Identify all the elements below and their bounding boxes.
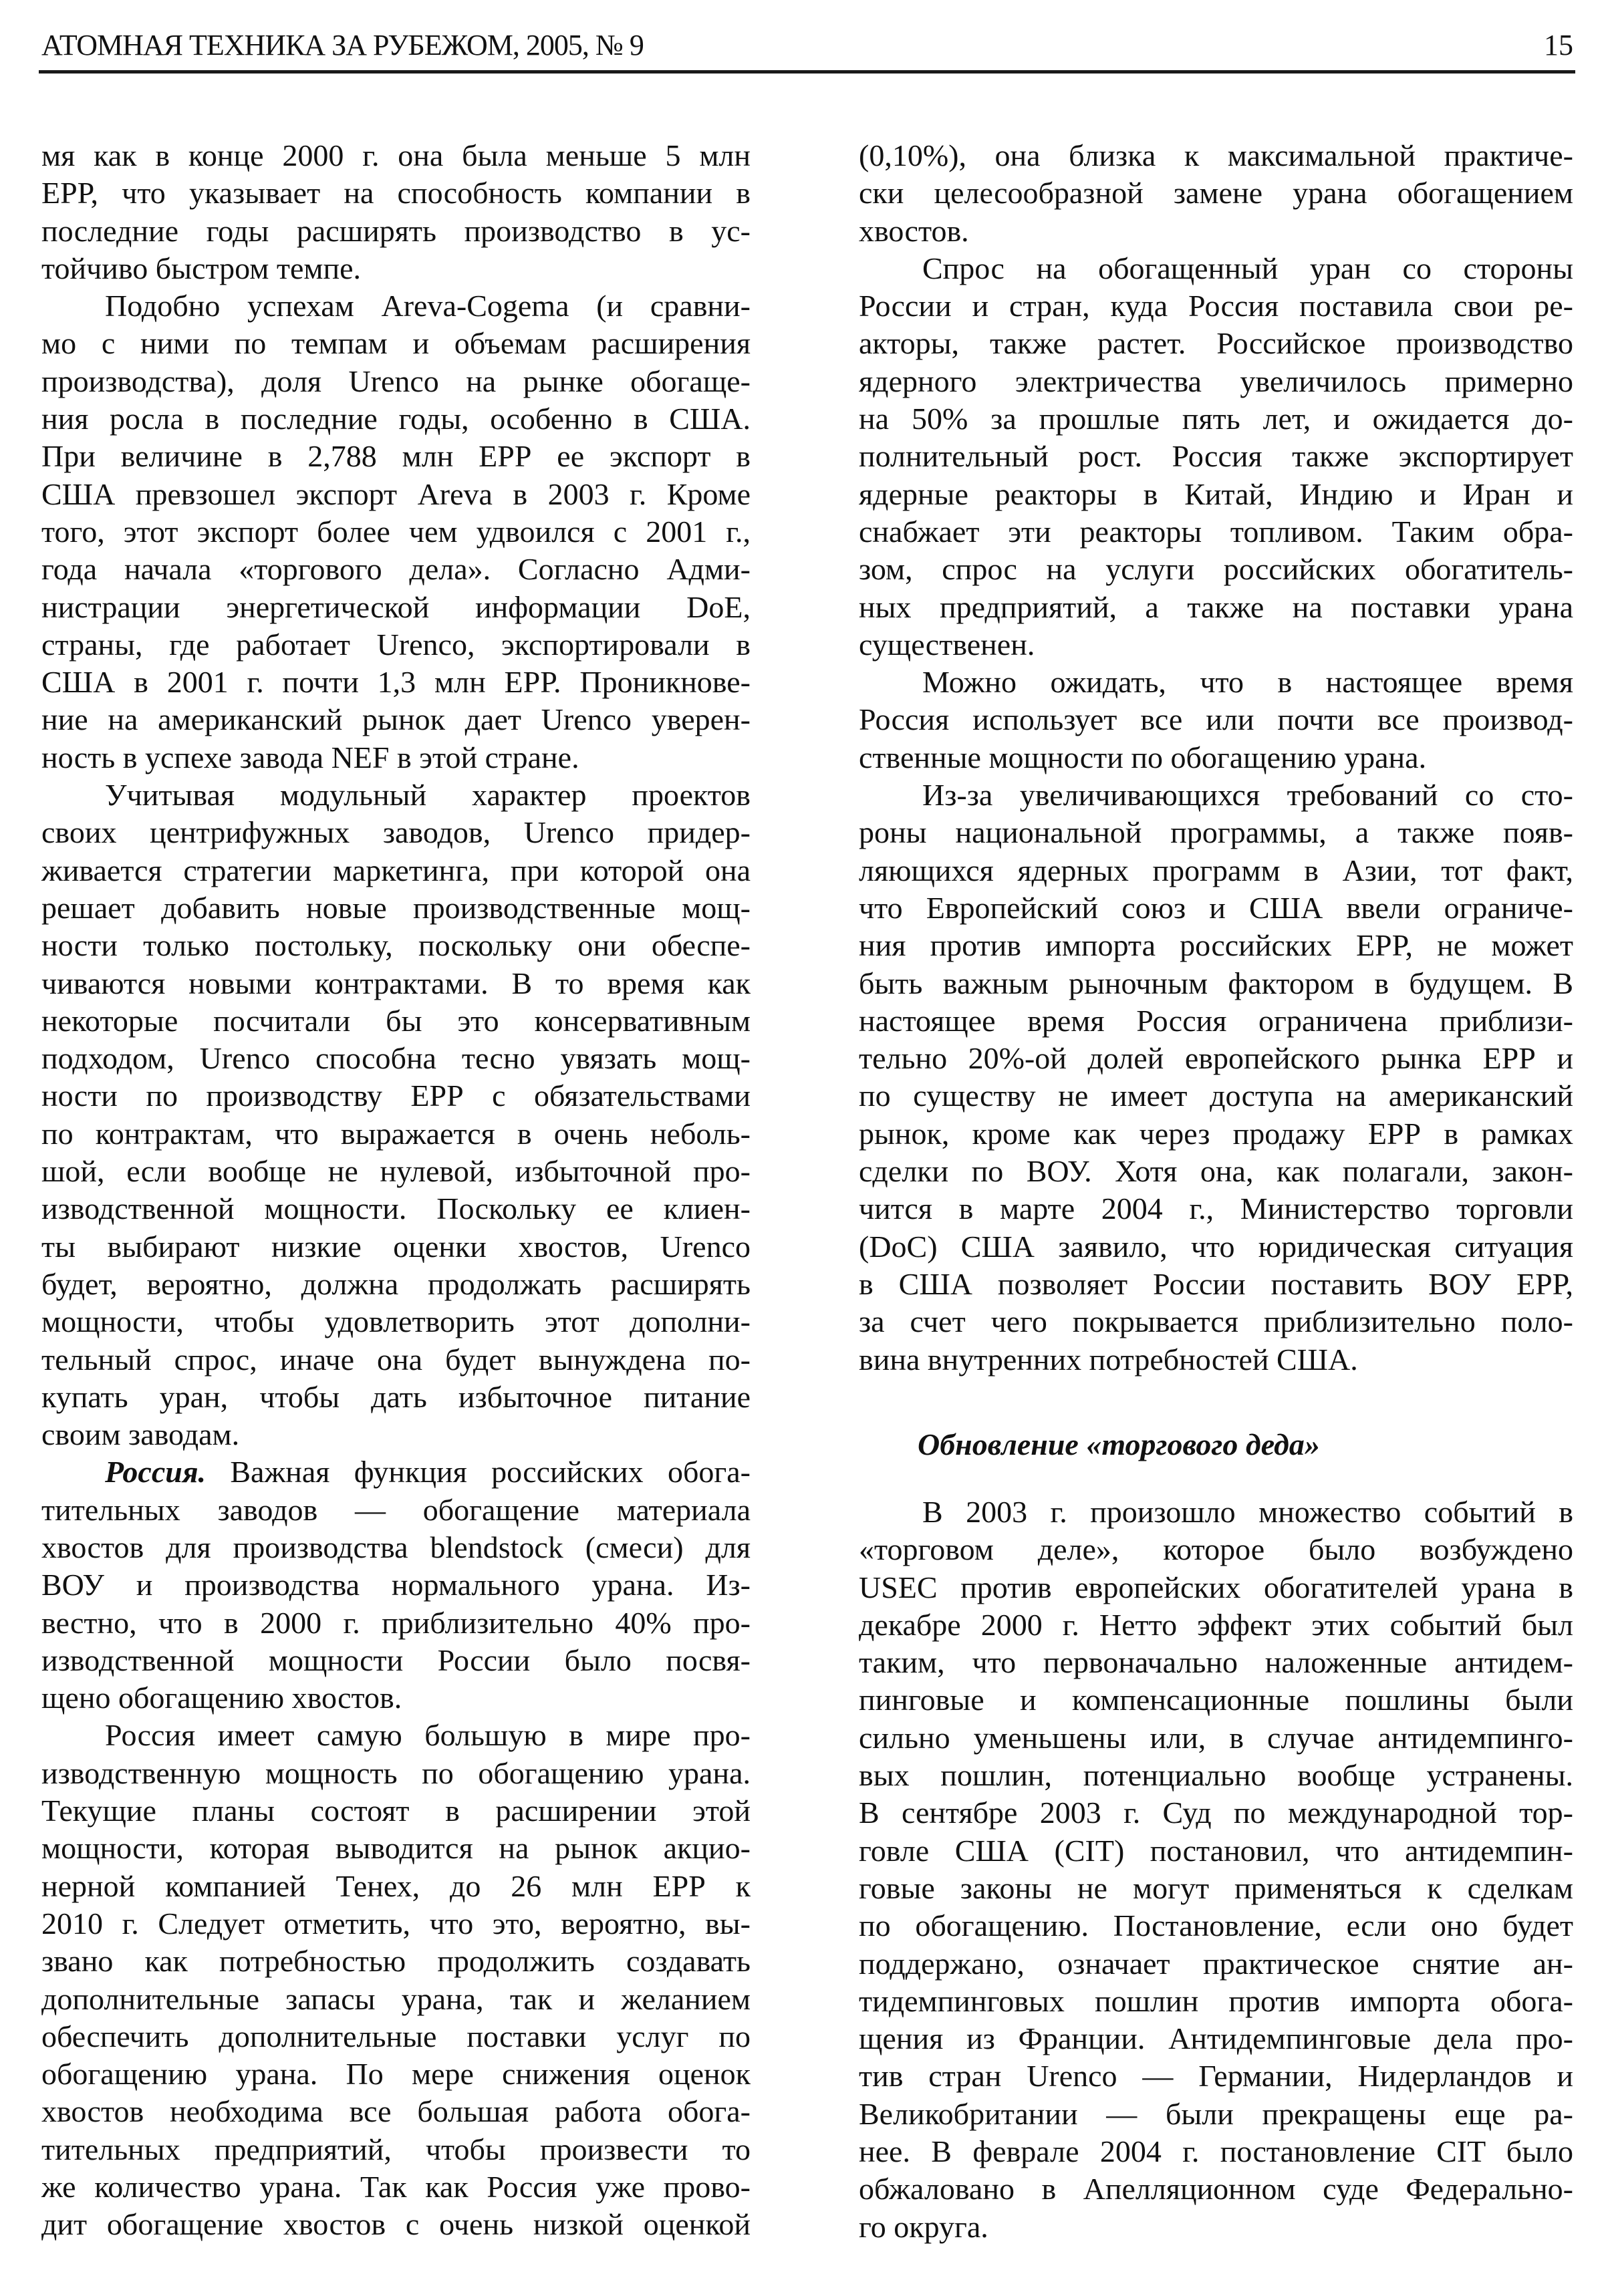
text-line — [859, 551, 1573, 588]
line-text: ния росла в последние годы, особенно в США. — [41, 402, 751, 436]
left-column — [41, 137, 751, 2244]
text-line — [859, 1606, 1573, 1644]
text-line — [859, 1153, 1573, 1190]
text-line — [859, 739, 1573, 776]
text-line — [41, 212, 751, 250]
text-line — [859, 1569, 1573, 1606]
line-text: го округа. — [859, 2209, 988, 2244]
header-rule — [39, 70, 1575, 74]
text-line — [859, 626, 1573, 664]
text-line — [859, 2208, 1573, 2246]
line-text: ЕРР, что указывает на способность компании в — [41, 176, 751, 210]
journal-title: АТОМНАЯ ТЕХНИКА ЗА РУБЕЖОМ, 2005, № 9 — [41, 29, 644, 61]
line-text: того, этот экспорт более чем удвоился с 2001 г., — [41, 514, 751, 549]
text-line — [41, 1981, 751, 2018]
text-line — [859, 1983, 1573, 2020]
line-text: щения из Франции. Антидемпинговые дела про- — [859, 2021, 1573, 2056]
line-text: России и стран, куда Россия поставила свои ре- — [859, 289, 1573, 323]
page-number: 15 — [1544, 29, 1573, 61]
text-line — [41, 250, 751, 287]
line-text: по обогащению. Постановление, если оно будет — [859, 1908, 1573, 1943]
line-text: шой, если вообще не нулевой, избыточной про- — [41, 1154, 751, 1189]
line-text: изводственной мощности России было посвя- — [41, 1642, 751, 1677]
text-line — [41, 1228, 751, 1266]
text-line — [41, 927, 751, 964]
line-text: пинговые и компенсационные пошлины были — [859, 1683, 1573, 1717]
line-text: мощности, чтобы удовлетворить этот дополни- — [41, 1304, 751, 1339]
text-line — [859, 438, 1573, 475]
right-column-bottom — [859, 1493, 1573, 2246]
line-text: 2010 г. Следует отметить, что это, вероятно, вы- — [41, 1906, 751, 1941]
text-line — [41, 1077, 751, 1115]
text-line — [41, 776, 751, 814]
line-text: ность в успехе завода NEF в этой стране. — [41, 740, 579, 774]
text-line — [41, 363, 751, 400]
line-text: ние на американский рынок дает Urenco уверен- — [41, 702, 751, 737]
line-text: живается стратегии маркетинга, при которой она — [41, 853, 751, 887]
text-line — [859, 589, 1573, 626]
text-line — [859, 1907, 1573, 1945]
text-line — [859, 1719, 1573, 1757]
line-text: (DoC) США заявило, что юридическая ситуация — [859, 1229, 1573, 1264]
line-text: снабжает эти реакторы топливом. Таким обра- — [859, 514, 1573, 549]
line-text: обеспечить дополнительные поставки услуг по — [41, 2019, 751, 2053]
text-line — [41, 2055, 751, 2093]
text-line — [859, 1757, 1573, 1794]
line-text: хвостов. — [859, 213, 969, 248]
text-line — [41, 626, 751, 664]
line-text: решает добавить новые производственные мощ- — [41, 890, 751, 925]
text-line — [859, 2057, 1573, 2095]
line-text: В сентябре 2003 г. Суд по международной тор- — [859, 1796, 1573, 1830]
text-line — [41, 174, 751, 212]
text-line — [41, 889, 751, 927]
line-text: чиваются новыми контрактами. В то время как — [41, 966, 751, 1000]
text-line — [859, 1832, 1573, 1870]
section-heading: Обновление «торгового деда» — [918, 1427, 1320, 1461]
text-line — [859, 212, 1573, 250]
text-line — [859, 1945, 1573, 1983]
line-text: некоторые посчитали бы это консервативным — [41, 1003, 751, 1038]
right-column-top — [859, 137, 1573, 1379]
text-line — [859, 513, 1573, 551]
line-text: Важная функция российских обога- — [206, 1455, 751, 1489]
text-line — [41, 1303, 751, 1340]
line-text: поддержано, означает практическое снятие ан- — [859, 1946, 1573, 1981]
line-text: Текущие планы состоят в расширении этой — [41, 1793, 751, 1828]
text-line — [859, 2096, 1573, 2133]
line-text: Подобно успехам Areva-Cogema (и сравни- — [105, 289, 751, 323]
line-text: купать уран, чтобы дать избыточное питание — [41, 1379, 751, 1414]
line-text: сделки по ВОУ. Хотя она, как полагали, закон- — [859, 1154, 1573, 1189]
text-line — [41, 814, 751, 851]
text-line — [41, 1115, 751, 1153]
line-text: ности только постольку, поскольку они обеспе- — [41, 928, 751, 963]
text-line — [859, 965, 1573, 1002]
text-line — [41, 1755, 751, 1792]
line-text: последние годы расширять производство в ус- — [41, 213, 751, 248]
text-line — [41, 137, 751, 174]
line-text: тительных заводов — обогащение материала — [41, 1492, 751, 1527]
line-text: вестно, что в 2000 г. приблизительно 40% про- — [41, 1605, 751, 1640]
line-text: нистрации энергетической информации DoE, — [41, 589, 751, 624]
line-text: ляющихся ядерных программ в Азии, тот факт, — [859, 853, 1573, 887]
text-line — [859, 400, 1573, 438]
text-line — [41, 739, 751, 776]
text-line — [859, 363, 1573, 400]
text-line — [859, 1002, 1573, 1040]
text-line — [859, 2170, 1573, 2208]
line-text: зом, спрос на услуги российских обогатитель- — [859, 552, 1573, 587]
text-line — [859, 1303, 1573, 1340]
line-text: говые законы не могут применяться к сделкам — [859, 1870, 1573, 1905]
line-text: своим заводам. — [41, 1417, 240, 1452]
line-text: же количество урана. Так как Россия уже прово- — [41, 2170, 751, 2204]
line-text: Великобритании — были прекращены еще ра- — [859, 2096, 1573, 2131]
line-text: ядерные реакторы в Китай, Индию и Иран и — [859, 476, 1573, 511]
line-text: тельно 20%-ой долей европейского рынка ЕРР и — [859, 1041, 1573, 1076]
line-text: изводственной мощности. Поскольку ее клиен- — [41, 1191, 751, 1226]
text-line — [859, 1190, 1573, 1228]
text-line — [41, 1679, 751, 1717]
line-text: производства), доля Urenco на рынке обогаще- — [41, 364, 751, 398]
text-line — [41, 1002, 751, 1040]
line-text: «торговом деле», которое было возбуждено — [859, 1532, 1573, 1567]
text-line — [41, 1642, 751, 1679]
line-text: обогащению урана. По мере снижения оценок — [41, 2057, 751, 2092]
run-in-heading: Россия. — [105, 1455, 207, 1489]
text-line — [41, 1604, 751, 1642]
text-line — [859, 325, 1573, 362]
text-line — [41, 1566, 751, 1604]
text-line — [41, 1153, 751, 1190]
text-line — [859, 476, 1573, 513]
text-line — [859, 1341, 1573, 1379]
text-line — [859, 1040, 1573, 1077]
line-text: вина внутренних потребностей США. — [859, 1342, 1358, 1377]
line-text: ВОУ и производства нормального урана. Из- — [41, 1568, 751, 1602]
line-text: нерной компанией Тенех, до 26 млн ЕРР к — [41, 1868, 751, 1903]
line-text: Можно ожидать, что в настоящее время — [922, 665, 1573, 700]
line-text: изводственную мощность по обогащению урана. — [41, 1755, 751, 1790]
text-line — [41, 2168, 751, 2206]
line-text: полнительный рост. Россия также экспортирует — [859, 439, 1573, 474]
line-text: ния против импорта российских ЕРР, не может — [859, 928, 1573, 963]
line-text: роны национальной программы, а также появ- — [859, 815, 1573, 850]
line-text: США в 2001 г. почти 1,3 млн ЕРР. Проникнове- — [41, 665, 751, 700]
line-text: года начала «торгового дела». Согласно Адми- — [41, 552, 751, 587]
line-text: рынок, кроме как через продажу ЕРР в рамках — [859, 1116, 1573, 1151]
line-text: тойчиво быстром темпе. — [41, 251, 362, 285]
line-text: сильно уменьшены или, в случае антидемпинго- — [859, 1720, 1573, 1755]
line-text: акторы, также растет. Российское производство — [859, 326, 1573, 361]
line-text: тельный спрос, иначе она будет вынуждена по- — [41, 1342, 751, 1377]
text-line — [41, 589, 751, 626]
text-line — [41, 1266, 751, 1303]
text-line — [41, 664, 751, 701]
text-line — [41, 476, 751, 513]
line-text: по существу не имеет доступа на американский — [859, 1079, 1573, 1113]
text-line — [859, 889, 1573, 927]
line-text: щено обогащению хвостов. — [41, 1681, 402, 1715]
text-line — [859, 1870, 1573, 1907]
line-text: за счет чего покрывается приблизительно поло- — [859, 1304, 1573, 1339]
text-line — [41, 2018, 751, 2055]
text-line — [41, 2131, 751, 2168]
line-text: США превзошел экспорт Areva в 2003 г. Кроме — [41, 476, 751, 511]
text-line — [41, 2093, 751, 2130]
line-text: Россия использует все или почти все производ- — [859, 702, 1573, 737]
text-line — [41, 1529, 751, 1566]
text-line — [41, 1943, 751, 1980]
line-text: хвостов для производства blendstock (смеси) для — [41, 1530, 751, 1564]
line-text: ности по производству ЕРР с обязательствами — [41, 1079, 751, 1113]
line-text: ски целесообразной замене урана обогащением — [859, 176, 1573, 210]
text-line — [41, 1453, 751, 1491]
text-line — [41, 287, 751, 325]
line-text: Из-за увеличивающихся требований со сто- — [922, 778, 1573, 813]
text-line — [41, 1040, 751, 1077]
text-line — [41, 438, 751, 475]
text-line — [859, 1077, 1573, 1115]
text-line — [859, 701, 1573, 738]
text-line — [41, 1416, 751, 1453]
line-text: по контрактам, что выражается в очень неболь- — [41, 1116, 751, 1151]
text-line — [41, 1717, 751, 1754]
text-line — [41, 1379, 751, 1416]
text-line — [859, 2133, 1573, 2170]
text-line — [859, 1681, 1573, 1719]
text-line — [859, 1266, 1573, 1303]
line-text: что Европейский союз и США ввели ограниче- — [859, 890, 1573, 925]
text-line — [41, 1792, 751, 1830]
text-line — [859, 1644, 1573, 1681]
text-line — [41, 1341, 751, 1379]
text-line — [859, 174, 1573, 212]
line-text: тидемпинговых пошлин против импорта обога- — [859, 1983, 1573, 2018]
line-text: быть важным рыночным фактором в будущем. В — [859, 966, 1573, 1000]
text-line — [859, 287, 1573, 325]
line-text: мо с ними по темпам и объемам расширения — [41, 326, 751, 361]
line-text: дит обогащение хвостов с очень низкой оценкой — [41, 2207, 751, 2242]
line-text: обжаловано в Апелляционном суде Федерально- — [859, 2172, 1573, 2206]
text-line — [41, 965, 751, 1002]
line-text: мя как в конце 2000 г. она была меньше 5 млн — [41, 138, 751, 172]
text-line — [41, 1491, 751, 1529]
text-line — [41, 551, 751, 588]
line-text: Спрос на обогащенный уран со стороны — [922, 251, 1573, 285]
line-text: своих центрифужных заводов, Urenco придер- — [41, 815, 751, 850]
line-text: USEC против европейских обогатителей урана в — [859, 1570, 1573, 1604]
line-text: тив стран Urenco — Германии, Нидерландов и — [859, 2059, 1573, 2094]
text-line — [41, 1190, 751, 1228]
text-line — [41, 2206, 751, 2243]
line-text: дополнительные запасы урана, так и желанием — [41, 1981, 751, 2016]
line-text: ядерного электричества увеличилось примерно — [859, 364, 1573, 398]
line-text: (0,10%), она близка к максимальной практиче- — [859, 138, 1573, 172]
text-line — [41, 1830, 751, 1867]
line-text: вых пошлин, потенциально вообще устранены. — [859, 1758, 1573, 1793]
line-text: тительных предприятий, чтобы произвести то — [41, 2132, 751, 2166]
text-line — [41, 400, 751, 438]
text-line — [859, 927, 1573, 964]
text-line — [859, 1493, 1573, 1531]
line-text: хвостов необходима все большая работа обога- — [41, 2094, 751, 2129]
line-text: звано как потребностью продолжить создавать — [41, 1944, 751, 1979]
text-line — [41, 1905, 751, 1943]
line-text: настоящее время Россия ограничена приблизи- — [859, 1003, 1573, 1038]
line-text: нее. В феврале 2004 г. постановление CIT было — [859, 2134, 1573, 2169]
line-text: в США позволяет России поставить ВОУ ЕРР, — [859, 1266, 1573, 1301]
line-text: на 50% за прошлые пять лет, и ожидается до- — [859, 402, 1573, 436]
line-text: Учитывая модульный характер проектов — [105, 778, 751, 813]
text-line — [859, 1531, 1573, 1568]
text-line — [41, 1868, 751, 1905]
line-text: чится в марте 2004 г., Министерство торговли — [859, 1191, 1573, 1226]
line-text: ных предприятий, а также на поставки урана — [859, 589, 1573, 624]
line-text: ственные мощности по обогащению урана. — [859, 740, 1427, 774]
line-text: будет, вероятно, должна продолжать расширять — [41, 1266, 751, 1301]
text-line — [41, 513, 751, 551]
line-text: существенен. — [859, 627, 1035, 662]
text-line — [41, 325, 751, 362]
line-text: мощности, которая выводится на рынок акцио- — [41, 1831, 751, 1866]
line-text: ты выбирают низкие оценки хвостов, Urenco — [41, 1229, 751, 1264]
text-line — [859, 1228, 1573, 1266]
line-text: В 2003 г. произошло множество событий в — [922, 1495, 1573, 1529]
text-line — [859, 852, 1573, 889]
text-line — [859, 1115, 1573, 1153]
line-text: При величине в 2,788 млн ЕРР ее экспорт в — [41, 439, 751, 474]
line-text: подходом, Urenco способна тесно увязать мощ- — [41, 1041, 751, 1076]
text-line — [859, 2020, 1573, 2057]
text-line — [859, 250, 1573, 287]
line-text: декабре 2000 г. Нетто эффект этих событий был — [859, 1607, 1573, 1642]
text-line — [859, 664, 1573, 701]
line-text: Россия имеет самую большую в мире про- — [105, 1718, 751, 1753]
text-line — [41, 701, 751, 738]
text-line — [859, 814, 1573, 851]
line-text: говле США (CIT) постановил, что антидемпин- — [859, 1833, 1573, 1868]
line-text: таким, что первоначально наложенные антидем- — [859, 1645, 1573, 1680]
text-line — [859, 1794, 1573, 1832]
text-line — [859, 776, 1573, 814]
text-line — [41, 852, 751, 889]
text-line — [859, 137, 1573, 174]
line-text: страны, где работает Urenco, экспортировали в — [41, 627, 751, 662]
